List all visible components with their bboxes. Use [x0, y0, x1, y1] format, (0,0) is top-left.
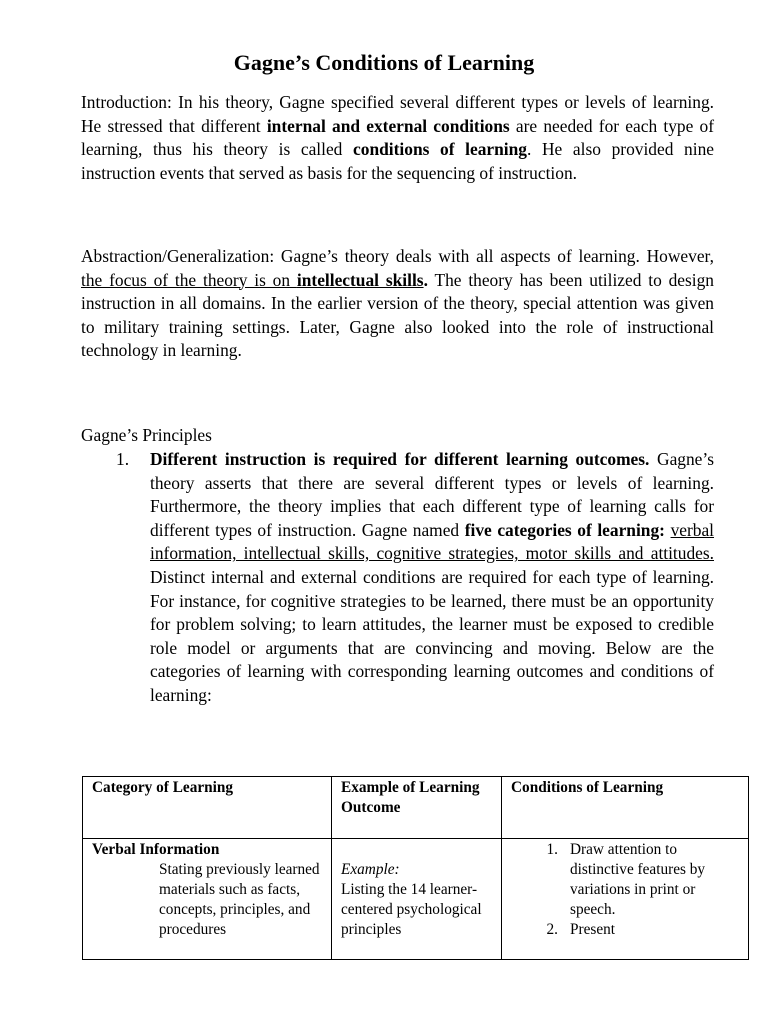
- abstraction-underline-bold: intellectual skills: [296, 269, 424, 290]
- principle-1-underline: verbal information, intellectual skills, cognitive strategies, motor skills and attitudes.: [150, 519, 715, 564]
- principle-1-number: 1.: [116, 449, 130, 469]
- table-header-row: [83, 777, 749, 839]
- abstraction-paragraph: [81, 245, 714, 363]
- intro-text-1: Introduction: In his theory, Gagne specified several different types or levels of learning. He stressed that different: [81, 92, 714, 136]
- condition-item: [502, 840, 742, 920]
- abstraction-text-1: Abstraction/Generalization: Gagne’s theory deals with all aspects of learning. However,: [81, 246, 714, 266]
- principle-1-text-1: Gagne’s theory asserts that there are several different types or levels of learning. Furthermore, the theory implies that each different type of learning calls for different types of instruction. Gagne named: [150, 449, 714, 540]
- table-header-category: Category of Learning: [83, 777, 332, 839]
- condition-text: Present: [570, 921, 616, 938]
- intro-bold-1: internal and external conditions: [266, 115, 510, 136]
- principles-heading: Gagne’s Principles: [81, 425, 212, 445]
- condition-text: Draw attention to distinctive features by variations in print or speech.: [570, 841, 706, 918]
- condition-item: [502, 920, 742, 940]
- table-row: [83, 839, 749, 960]
- principle-1-bold-2: five categories of learning:: [464, 519, 665, 540]
- intro-text-2: are needed for each type of learning, thus his theory is called: [81, 115, 715, 160]
- example-cell: [332, 839, 502, 960]
- condition-number: 1.: [546, 841, 558, 858]
- example-label: Example:: [341, 861, 400, 878]
- principle-1-text: [150, 448, 714, 708]
- table-header-conditions: Conditions of Learning: [502, 777, 749, 839]
- conditions-cell: [502, 839, 749, 960]
- category-description: Stating previously learned materials such as facts, concepts, principles, and procedures: [159, 861, 320, 938]
- example-text: Listing the 14 learner-centered psychological principles: [341, 881, 482, 938]
- learning-categories-table: [82, 776, 749, 960]
- abstraction-bold-period: .: [423, 269, 428, 290]
- table-header-example: Example of Learning Outcome: [332, 777, 502, 839]
- introduction-paragraph: [81, 91, 714, 185]
- abstraction-text-2: The theory has been utilized to design instruction in all domains. In the earlier version of the theory, special attention was given to military training settings. Later, Gagne also looked into the role of instructional technology in learning.: [81, 269, 715, 361]
- abstraction-underline: the focus of the theory is on: [81, 269, 297, 290]
- condition-number: 2.: [546, 921, 558, 938]
- category-cell: [83, 839, 332, 960]
- intro-bold-2: conditions of learning: [353, 139, 527, 160]
- category-name: Verbal Information: [92, 841, 220, 858]
- page-title: Gagne’s Conditions of Learning: [233, 50, 535, 75]
- principle-1-bold-1: Different instruction is required for different learning outcomes.: [150, 449, 650, 469]
- intro-text-3: . He also provided nine instruction events that served as basis for the sequencing of instruction.: [81, 139, 714, 183]
- principle-1-text-3: Distinct internal and external conditions are required for each type of learning. For instance, for cognitive strategies to be learned, there must be an opportunity for problem solving; to learn attitudes, the learner must be exposed to credible role model or arguments that are convincing and moving. Below are the categories of learning with corresponding learning outcomes and conditions of learning:: [150, 566, 714, 705]
